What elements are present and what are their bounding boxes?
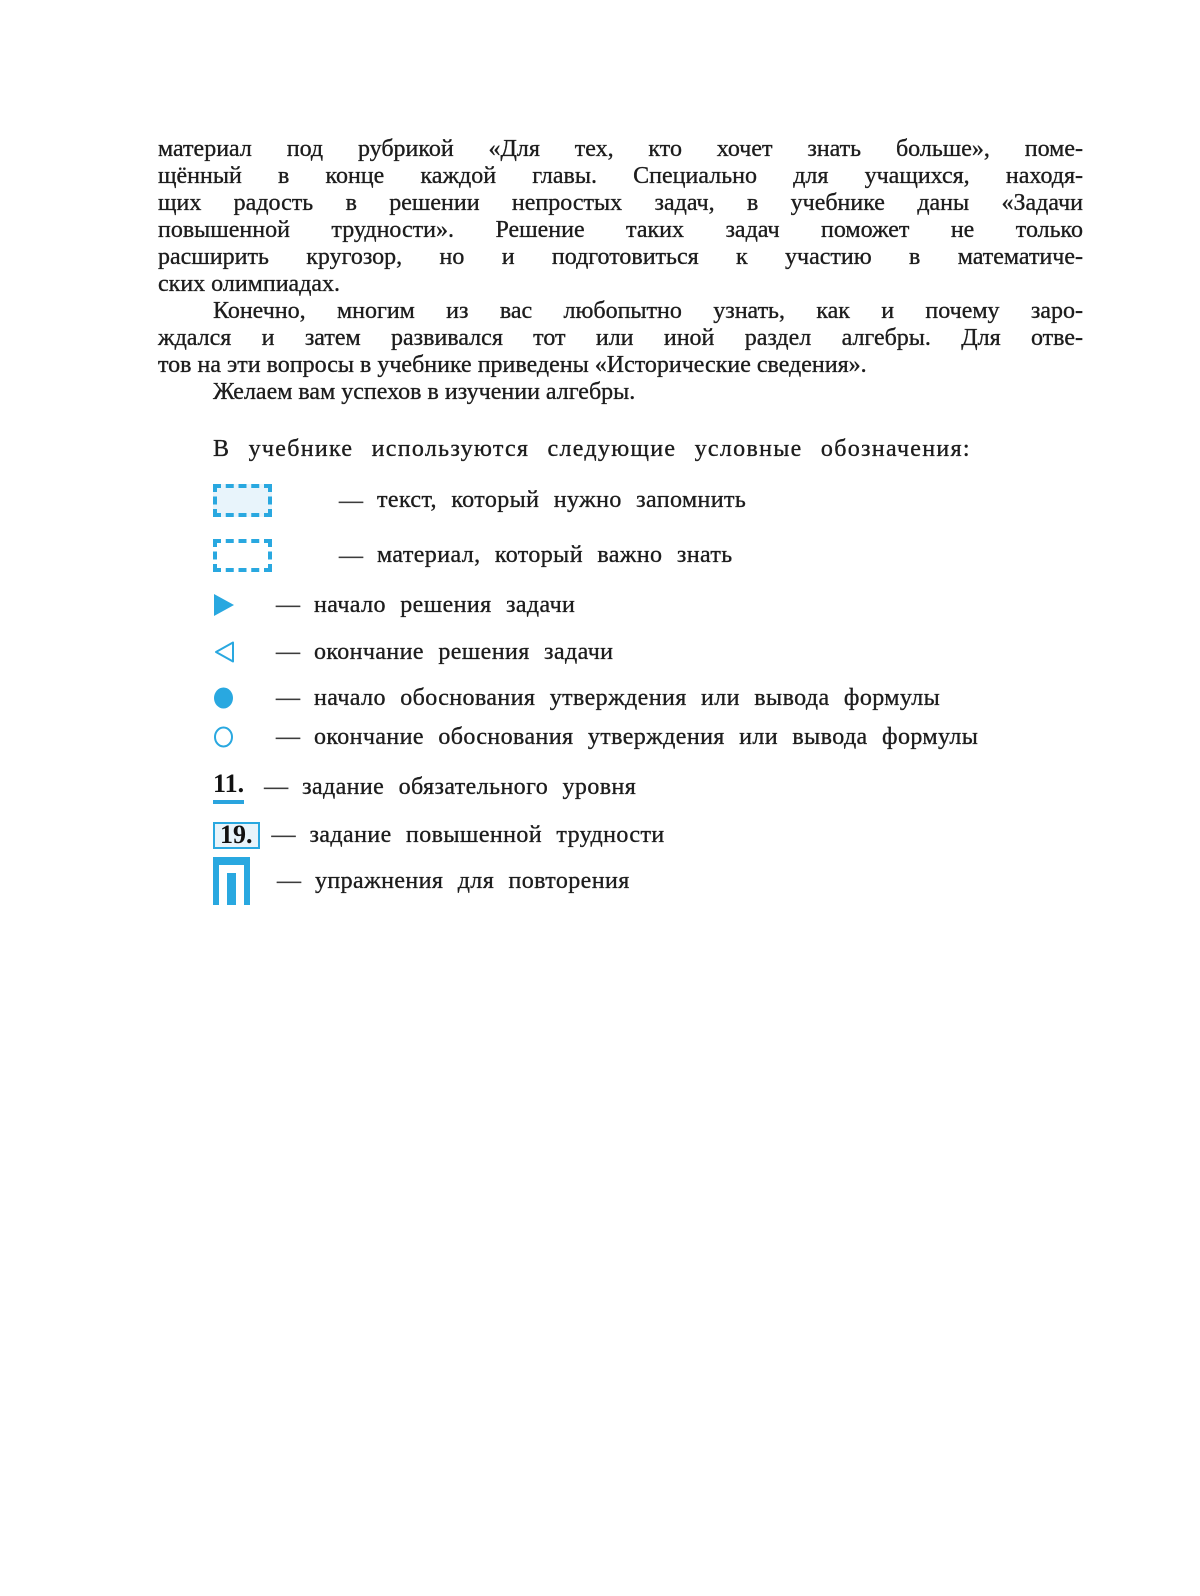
text-line: Конечно, многим из вас любопытно узнать, как и почему заро- [213, 298, 1083, 324]
legend-label: окончание решения задачи [314, 638, 614, 665]
legend-row-advanced-level [213, 821, 665, 849]
em-dash: — [271, 822, 296, 848]
text-line: Желаем вам успехов в изучении алгебры. [213, 379, 636, 405]
advanced-task-number-icon: 19. [213, 822, 260, 849]
em-dash: — [276, 685, 300, 711]
legend-label: начало обоснования утверждения или вывода формулы [314, 684, 941, 711]
paragraph-history [158, 298, 1083, 379]
legend-label: окончание обоснования утверждения или вывода формулы [314, 723, 979, 750]
important-box-icon [213, 539, 272, 572]
legend-row-proof-end [213, 725, 978, 749]
repetition-letter-icon [213, 857, 250, 905]
em-dash: — [339, 487, 363, 514]
em-dash: — [276, 639, 300, 665]
legend-label: текст, который нужно запомнить [377, 487, 747, 513]
memorize-box-icon [213, 484, 272, 517]
text-line: тов на эти вопросы в учебнике приведены «Исторические сведения». [158, 352, 867, 378]
legend-row-solution-end [213, 639, 613, 665]
text-line: щих радость в решении непростых задач, в учебнике даны «Задачи [158, 190, 1083, 216]
em-dash: — [276, 592, 300, 618]
text-line: расширить кругозор, но и подготовиться к участию в математиче- [158, 244, 1083, 270]
required-task-number-icon: 11. [213, 771, 244, 804]
legend-row-required-level [213, 770, 636, 804]
legend-label: задание обязательного уровня [302, 773, 637, 800]
solution-end-triangle-icon [213, 640, 235, 664]
em-dash: — [339, 542, 363, 569]
paragraph-continuation [158, 136, 1083, 298]
solution-start-triangle-icon [213, 593, 235, 617]
legend-row-repetition [213, 857, 630, 905]
legend-row-memorize [213, 484, 746, 517]
legend-row-proof-start [213, 686, 940, 710]
legend-row-important [213, 539, 733, 572]
proof-start-circle-icon [213, 687, 234, 709]
em-dash: — [276, 724, 300, 750]
legend-heading [158, 436, 1083, 463]
legend-row-solution-start [213, 592, 575, 618]
text-line: щённый в конце каждой главы. Специально для учащихся, находя- [158, 163, 1083, 189]
text-line: ждался и затем развивался тот или иной раздел алгебры. Для отве- [158, 325, 1083, 351]
intro-text-block [158, 136, 1083, 463]
text-line: повышенной трудности». Решение таких задач поможет не только [158, 217, 1083, 243]
proof-end-circle-icon [213, 726, 234, 748]
legend-label: материал, который важно знать [377, 542, 733, 568]
paragraph-wishes [158, 379, 1083, 406]
legend-heading-text: В учебнике используются следующие условные обозначения: [213, 436, 971, 462]
em-dash: — [264, 774, 289, 800]
legend-label: начало решения задачи [314, 591, 576, 618]
legend-label: упражнения для повторения [315, 867, 630, 894]
em-dash: — [277, 868, 301, 894]
text-line: ских олимпиадах. [158, 271, 341, 297]
repetition-letter-glyph [219, 865, 244, 905]
legend-label: задание повышенной трудности [309, 821, 665, 848]
text-line: материал под рубрикой «Для тех, кто хочет знать больше», поме- [158, 136, 1083, 162]
